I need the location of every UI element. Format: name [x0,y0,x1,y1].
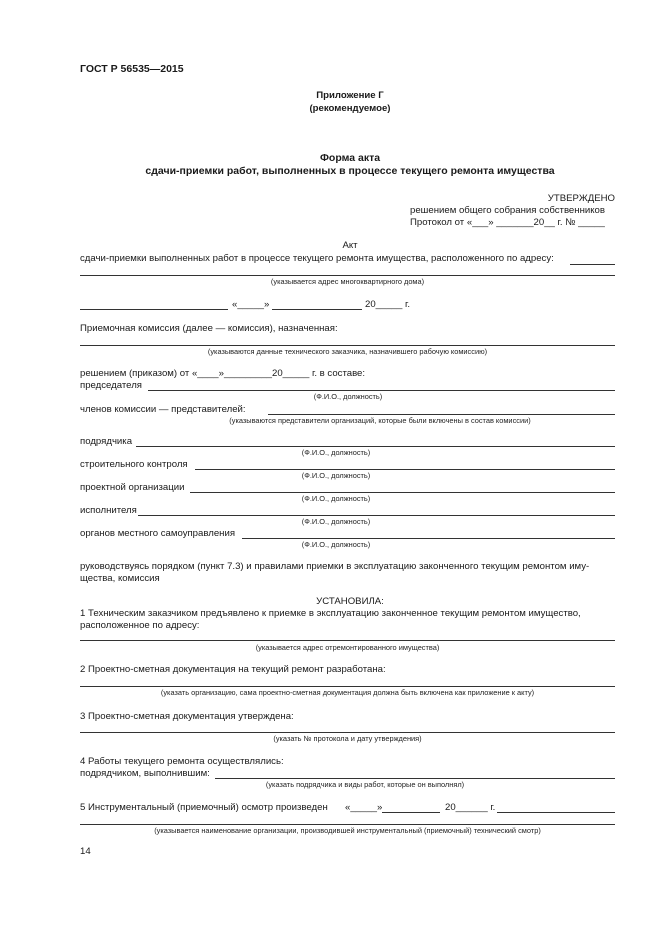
address-caption: (указывается адрес многоквартирного дома) [270,277,425,286]
form-subtitle: сдачи-приемки работ, выполненных в процессе текущего ремонта имущества [145,165,555,177]
construction-control-field [195,469,615,470]
decision-label: решением (приказом) от «____»_________20_____ г. в составе: [80,368,366,379]
point2-text: 2 Проектно-сметная документация на текущий ремонт разработана: [80,664,386,675]
point3-text: 3 Проектно-сметная документация утверждена: [80,711,294,722]
point5-month-field [382,812,440,813]
point3-caption: (указать № протокола и дату утверждения) [273,734,422,743]
executor-caption: (Ф.И.О., должность) [301,517,371,526]
executor-label: исполнителя [80,505,137,516]
point5-org-field-end [497,812,615,813]
members-caption: (указываются представители организаций, которые были включены в состав комиссии) [229,416,531,425]
page-number: 14 [80,846,91,857]
appendix-note: (рекомендуемое) [309,103,391,114]
contractor-caption: (Ф.И.О., должность) [301,448,371,457]
point1-line1: 1 Техническим заказчиком предъявлено к приемке в эксплуатацию законченное текущим ремонтом имущество, [80,608,581,619]
point1-line2: расположенное по адресу: [80,620,200,631]
point1-field [80,640,615,641]
date-month-field [272,309,362,310]
date-year: 20_____ г. [365,299,411,310]
local-gov-label: органов местного самоуправления [80,528,236,539]
established-title: УСТАНОВИЛА: [316,596,384,607]
standard-number: ГОСТ Р 56535—2015 [80,63,184,75]
local-gov-field [242,538,615,539]
chairman-label: председателя [80,380,142,391]
point4-caption: (указать подрядчика и виды работ, которые он выполнял) [265,780,465,789]
chairman-caption: (Ф.И.О., должность) [313,392,383,401]
point4-line2: подрядчиком, выполнившим: [80,768,210,779]
members-label: членов комиссии — представителей: [80,404,246,415]
point5-caption: (указывается наименование организации, производившей инструментальный (приемочный) технический смотр) [154,826,541,835]
point3-field [80,732,615,733]
address-field [80,275,615,276]
act-intro: сдачи-приемки выполненных работ в процессе текущего ремонта имущества, расположенного по адресу: [80,253,554,264]
design-org-label: проектной организации [80,482,185,493]
appendix-title: Приложение Г [316,90,384,101]
point5-text: 5 Инструментальный (приемочный) осмотр произведен [80,802,328,813]
form-title: Форма акта [319,152,381,164]
design-org-caption: (Ф.И.О., должность) [301,494,371,503]
guided-text-line1: руководствуясь порядком (пункт 7.3) и правилами приемки в эксплуатацию законченного текущим ремонтом иму- [80,561,590,572]
commission-caption: (указываются данные технического заказчика, назначившего рабочую комиссию) [207,347,488,356]
construction-control-label: строительного контроля [80,459,188,470]
point4-line1: 4 Работы текущего ремонта осуществлялись: [80,756,284,767]
point2-caption: (указать организацию, сама проектно-сметная документация должна быть включена как приложение к акту) [160,688,535,697]
local-gov-caption: (Ф.И.О., должность) [301,540,371,549]
commission-label: Приемочная комиссия (далее — комиссия), назначенная: [80,323,338,334]
point2-field [80,686,615,687]
place-field [80,309,228,310]
address-field-end [570,264,615,265]
approval-protocol: Протокол от «___» _______20__ г. № _____ [410,217,605,228]
date-day: «_____» [232,299,270,310]
point5-day: «_____» [345,802,383,813]
chairman-field [148,390,615,391]
design-org-field [190,492,615,493]
point5-field [80,824,615,825]
contractor-label: подрядчика [80,436,133,447]
construction-control-caption: (Ф.И.О., должность) [301,471,371,480]
members-field [268,414,615,415]
contractor-field [136,446,615,447]
approval-by: решением общего собрания собственников [410,205,605,216]
guided-text-line2: щества, комиссия [80,573,160,584]
point4-field [215,778,615,779]
commission-field [80,345,615,346]
point5-year: 20______ г. [445,802,496,813]
executor-field [138,515,615,516]
act-title: Акт [342,240,358,251]
approval-approved: УТВЕРЖДЕНО [547,193,615,204]
point1-caption: (указывается адрес отремонтированного имущества) [255,643,440,652]
